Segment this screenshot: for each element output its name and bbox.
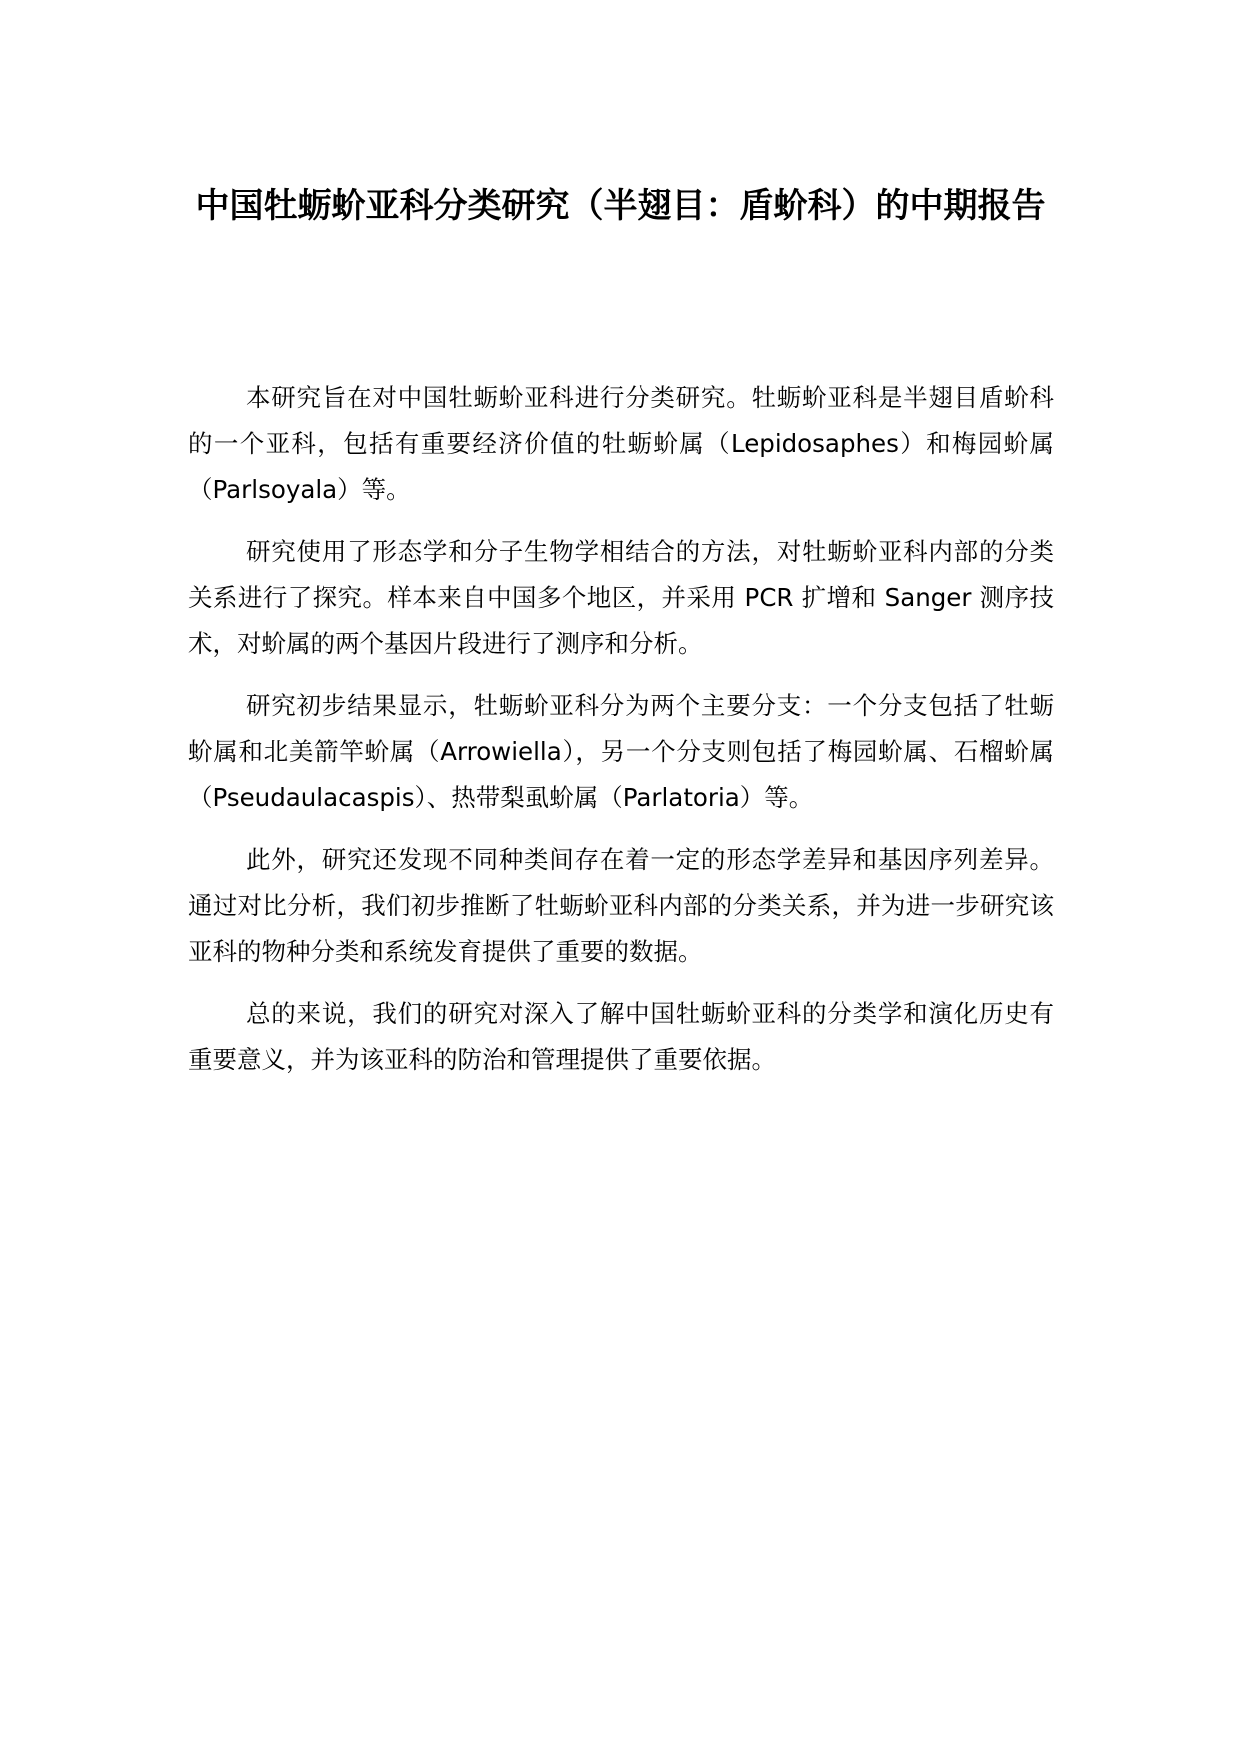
paragraph-2: 研究使用了形态学和分子生物学相结合的方法，对牡蛎蚧亚科内部的分类关系进行了探究。样本来自中国多个地区，并采用 PCR 扩增和 Sanger 测序技术，对蚧属的两个基因片段进行了测序和分析。 xyxy=(188,537,1054,658)
paragraph-1: 本研究旨在对中国牡蛎蚧亚科进行分类研究。牡蛎蚧亚科是半翅目盾蚧科的一个亚科，包括有重要经济价值的牡蛎蚧属（Lepidosaphes）和梅园蚧属（Parlsoyala）等。 xyxy=(188,383,1054,504)
paragraph-5: 总的来说，我们的研究对深入了解中国牡蛎蚧亚科的分类学和演化历史有重要意义，并为该亚科的防治和管理提供了重要依据。 xyxy=(188,999,1054,1074)
document-body xyxy=(188,375,1054,1099)
paragraph-4: 此外，研究还发现不同种类间存在着一定的形态学差异和基因序列差异。通过对比分析，我们初步推断了牡蛎蚧亚科内部的分类关系，并为进一步研究该亚科的物种分类和系统发育提供了重要的数据。 xyxy=(188,845,1054,966)
paragraph-3: 研究初步结果显示，牡蛎蚧亚科分为两个主要分支：一个分支包括了牡蛎蚧属和北美箭竿蚧属（Arrowiella），另一个分支则包括了梅园蚧属、石榴蚧属（Pseudaulacaspis）、热带梨虱蚧属（Parlatoria）等。 xyxy=(188,691,1054,812)
document-title: 中国牡蛎蚧亚科分类研究（半翅目：盾蚧科）的中期报告 xyxy=(195,186,1046,226)
